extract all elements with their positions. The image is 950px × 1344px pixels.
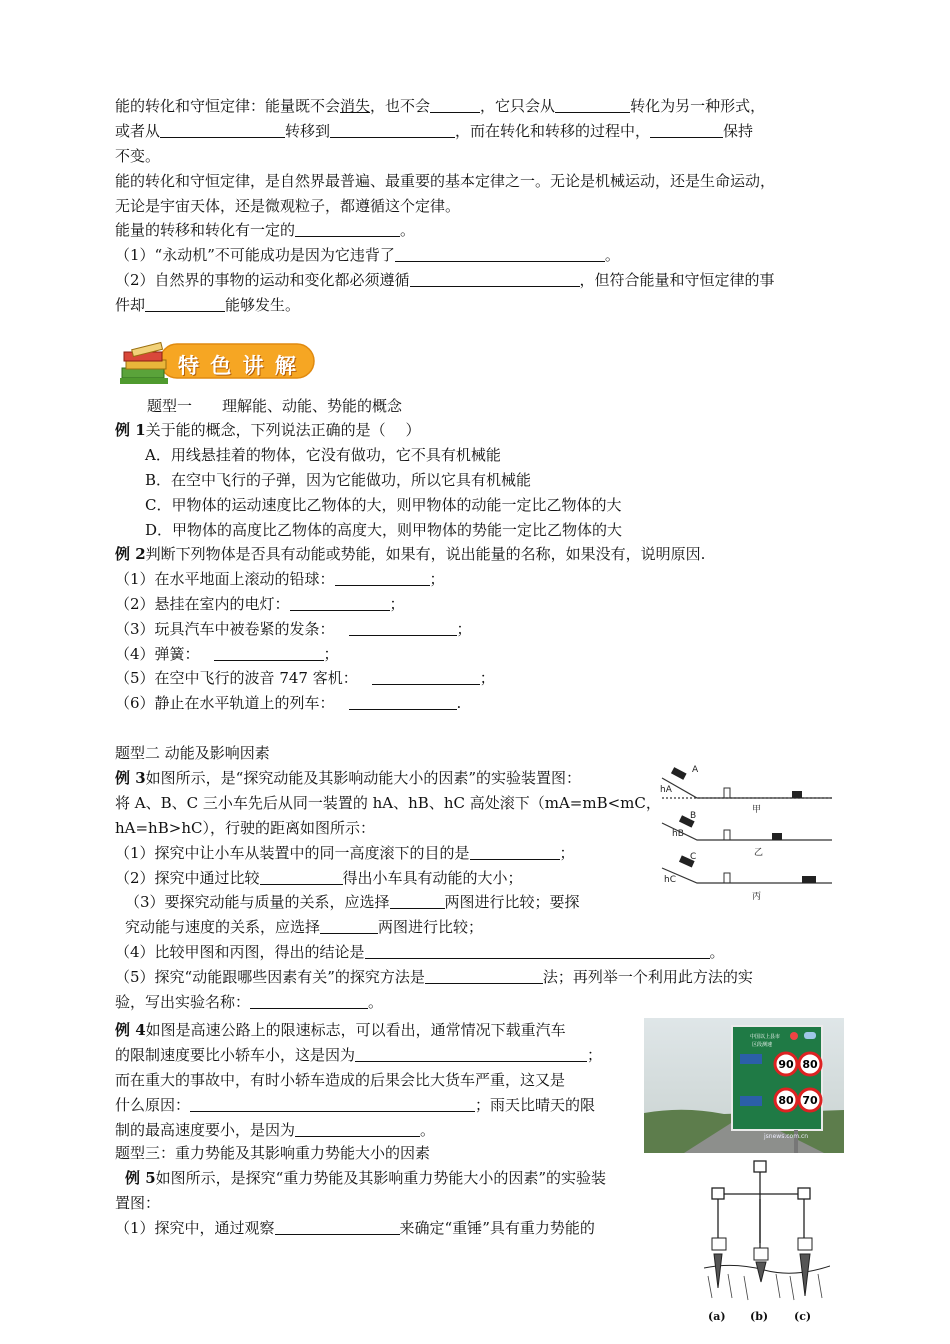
type3-title: 题型三：重力势能及其影响重力势能大小的因素 xyxy=(115,1144,431,1162)
intro-line-7: （1）“永动机”不可能成功是因为它违背了 。 xyxy=(115,246,620,264)
ex5-line-2: 置图： xyxy=(115,1194,161,1212)
label-a: A xyxy=(692,765,699,775)
blank[interactable] xyxy=(250,993,368,1009)
example-3: 例 3如图所示，是“探究动能及其影响动能大小的因素”的实验装置图： xyxy=(115,769,582,787)
blank[interactable] xyxy=(214,645,324,661)
blank[interactable] xyxy=(650,122,723,138)
speed-value: 70 xyxy=(802,1094,818,1107)
example-5: 例 5如图所示，是探究“重力势能及其影响重力势能大小的因素”的实验装 xyxy=(125,1169,607,1187)
label-b: (b) xyxy=(750,1310,769,1323)
blank[interactable] xyxy=(295,1121,420,1137)
ex3-q5-cont: 验，写出实验名称： 。 xyxy=(115,993,384,1011)
ex2-item: （1）在水平地面上滚动的铅球： ； xyxy=(115,570,445,588)
blank[interactable] xyxy=(330,122,455,138)
blank[interactable] xyxy=(320,918,378,934)
truck-icon xyxy=(740,1096,762,1106)
blank[interactable] xyxy=(145,296,225,312)
ex2-item: （4）弹簧： ； xyxy=(115,645,339,663)
intro-line-1: 能的转化和守恒定律：能量既不会消失，也不会 ，它只会从 转化为另一种形式， xyxy=(115,97,766,115)
option-c[interactable]: C．甲物体的运动速度比乙物体的大，则甲物体的动能一定比乙物体的大 xyxy=(145,496,622,514)
watermark: jsnews.com.cn xyxy=(764,1133,809,1140)
blank[interactable] xyxy=(260,869,343,885)
feature-banner xyxy=(118,338,318,388)
label-b: B xyxy=(690,811,697,821)
intro-line-4: 能的转化和守恒定律，是自然界最普遍、最重要的基本定律之一。无论是机械运动，还是生命运动， xyxy=(115,172,776,190)
intro-line-3: 不变。 xyxy=(115,147,161,165)
type1-title: 题型一 理解能、动能、势能的概念 xyxy=(147,397,403,415)
ex4-line-5: 制的最高速度要小，是因为 。 xyxy=(115,1121,436,1139)
ex3-q3: （3）要探究动能与质量的关系，应选择 两图进行比较；要探 xyxy=(125,893,580,911)
label-c: C xyxy=(690,852,697,862)
blank[interactable] xyxy=(430,97,480,113)
sun-icon xyxy=(790,1032,798,1040)
ramp-experiment-figure xyxy=(652,758,842,908)
option-d[interactable]: D．甲物体的高度比乙物体的高度大，则甲物体的势能一定比乙物体的大 xyxy=(145,521,623,539)
cloud-icon xyxy=(804,1032,816,1039)
label-a: (a) xyxy=(708,1310,726,1323)
example-1: 例 1关于能的概念，下列说法正确的是（ ） xyxy=(115,421,421,439)
ex5-q1: （1）探究中，通过观察 来确定“重锤”具有重力势能的 xyxy=(115,1219,595,1237)
type2-title: 题型二 动能及影响因素 xyxy=(115,744,270,762)
intro-line-5: 无论是宇宙天体，还是微观粒子，都遵循这个定律。 xyxy=(115,197,461,215)
blank[interactable] xyxy=(349,620,457,636)
example-2: 例 2判断下列物体是否具有动能或势能，如果有，说出能量的名称，如果没有，说明原因. xyxy=(115,545,706,563)
speed-value: 80 xyxy=(802,1058,818,1071)
sign-top-text: 中国以上县市 xyxy=(750,1034,781,1040)
intro-line-9: 件却 能够发生。 xyxy=(115,296,301,314)
intro-line-6: 能量的转移和转化有一定的 。 xyxy=(115,221,416,239)
option-b[interactable]: B．在空中飞行的子弹，因为它能做功，所以它具有机械能 xyxy=(145,471,532,489)
blank[interactable] xyxy=(275,1219,400,1235)
blank[interactable] xyxy=(372,669,480,685)
blank[interactable] xyxy=(349,694,457,710)
blank[interactable] xyxy=(390,893,445,909)
ex2-item: （5）在空中飞行的波音 747 客机： ； xyxy=(115,669,495,687)
option-a[interactable]: A．用线悬挂着的物体，它没有做功，它不具有机械能 xyxy=(145,446,501,464)
speed-value: 90 xyxy=(778,1058,794,1071)
blank[interactable] xyxy=(365,943,710,959)
ex2-item: （2）悬挂在室内的电灯： ； xyxy=(115,595,405,613)
blank[interactable] xyxy=(335,570,430,586)
blank[interactable] xyxy=(425,968,543,984)
car-icon xyxy=(740,1054,762,1064)
hammer-stake-figure xyxy=(704,1158,830,1328)
ex4-line-2: 的限制速度要比小轿车小，这是因为 ； xyxy=(115,1046,603,1064)
ex3-q5: （5）探究“动能跟哪些因素有关”的探究方法是 法；再列举一个利用此方法的实 xyxy=(115,968,753,986)
sign-sub-text: 区段测速 xyxy=(752,1042,773,1048)
ex3-q1: （1）探究中让小车从装置中的同一高度滚下的目的是 ； xyxy=(115,844,575,862)
blank[interactable] xyxy=(190,1096,475,1112)
intro-line-8: （2）自然界的事物的运动和变化都必须遵循 ，但符合能量和守恒定律的事 xyxy=(115,271,775,289)
blank[interactable] xyxy=(160,122,285,138)
label-ha: hA xyxy=(660,785,672,795)
label-jia: 甲 xyxy=(752,805,762,815)
ex3-q4: （4）比较甲图和丙图，得出的结论是 。 xyxy=(115,943,725,961)
ex3-line-2: 将 A、B、C 三小车先后从同一装置的 hA、hB、hC 高处滚下（mA=mB<mC， xyxy=(115,794,661,812)
label-hb: hB xyxy=(672,829,684,839)
banner-title: 特 色 讲 解 xyxy=(178,354,298,378)
blank[interactable] xyxy=(355,1046,587,1062)
label-c: (c) xyxy=(794,1310,812,1323)
ex3-q3-cont: 究动能与速度的关系，应选择 两图进行比较； xyxy=(125,918,484,936)
ex4-line-3: 而在重大的事故中，有时小轿车造成的后果会比大货车严重，这又是 xyxy=(115,1071,566,1089)
blank[interactable] xyxy=(470,844,560,860)
label-yi: 乙 xyxy=(754,848,764,858)
label-hc: hC xyxy=(664,875,676,885)
ex4-line-4: 什么原因： ；雨天比晴天的限 xyxy=(115,1096,596,1114)
speed-value: 80 xyxy=(778,1094,794,1107)
blank[interactable] xyxy=(410,271,580,287)
ex2-item: （6）静止在水平轨道上的列车： . xyxy=(115,694,462,712)
ex2-item: （3）玩具汽车中被卷紧的发条： ； xyxy=(115,620,472,638)
label-bing: 丙 xyxy=(752,892,762,902)
ex3-q2: （2）探究中通过比较 得出小车具有动能的大小； xyxy=(115,869,523,887)
blank[interactable] xyxy=(395,246,605,262)
speed-limit-sign-photo xyxy=(644,1018,844,1153)
blank[interactable] xyxy=(295,221,400,237)
example-4: 例 4如图是高速公路上的限速标志，可以看出，通常情况下载重汽车 xyxy=(115,1021,566,1039)
ex3-line-3: hA=hB>hC），行驶的距离如图所示： xyxy=(115,819,375,837)
blank[interactable] xyxy=(555,97,630,113)
blank[interactable] xyxy=(290,595,390,611)
intro-line-2: 或者从 转移到 ，而在转化和转移的过程中， 保持 xyxy=(115,122,754,140)
